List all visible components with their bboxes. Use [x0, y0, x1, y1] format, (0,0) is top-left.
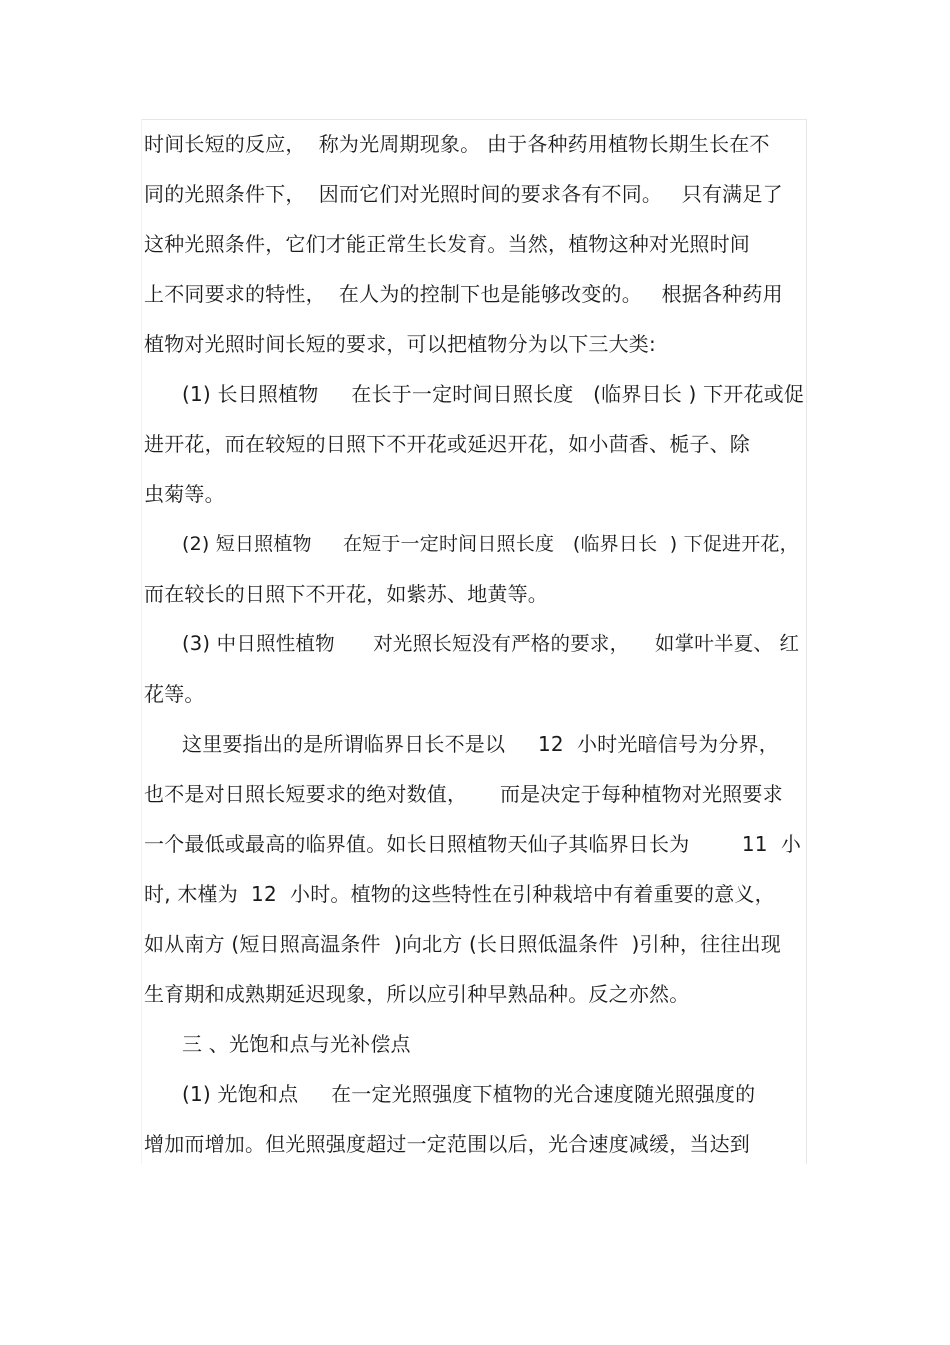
text-line: 虫菊等。	[144, 482, 225, 506]
text-line: 而在较长的日照下不开花，如紫苏、地黄等。	[144, 582, 548, 606]
page-frame-left-border	[141, 119, 142, 1164]
text-line: 生育期和成熟期延迟现象，所以应引种早熟品种。反之亦然。	[144, 982, 690, 1006]
text-line-paragraph-start: (1) 光饱和点 在一定光照强度下植物的光合速度随光照强度的	[182, 1082, 756, 1106]
text-line-paragraph-start: (1) 长日照植物 在长于一定时间日照长度 (临界日长 ) 下开花或促	[182, 382, 805, 406]
text-line: 上不同要求的特性， 在人为的控制下也是能够改变的。 根据各种药用	[144, 282, 783, 306]
text-line: 也不是对日照长短要求的绝对数值， 而是决定于每种植物对光照要求	[144, 782, 783, 806]
page-frame-right-border	[806, 119, 807, 1164]
text-line-paragraph-start: 这里要指出的是所谓临界日长不是以 12 小时光暗信号为分界，	[182, 732, 779, 756]
text-line: 同的光照条件下， 因而它们对光照时间的要求各有不同。 只有满足了	[144, 182, 783, 206]
text-line: 一个最低或最高的临界值。如长日照植物天仙子其临界日长为 11 小	[144, 832, 802, 856]
section-heading: 三 、光饱和点与光补偿点	[182, 1032, 411, 1056]
text-line: 这种光照条件，它们才能正常生长发育。当然，植物这种对光照时间	[144, 232, 750, 256]
text-line: 进开花，而在较短的日照下不开花或延迟开花，如小茴香、栀子、除	[144, 432, 750, 456]
text-line-paragraph-start: (3) 中日照性植物 对光照长短没有严格的要求， 如掌叶半夏、 红	[182, 632, 800, 655]
text-line-paragraph-start: (2) 短日照植物 在短于一定时间日照长度 (临界日长 ) 下促进开花，	[182, 533, 799, 555]
text-line: 时间长短的反应， 称为光周期现象。 由于各种药用植物长期生长在不	[144, 132, 770, 156]
text-line: 增加而增加。但光照强度超过一定范围以后，光合速度减缓，当达到	[144, 1132, 750, 1156]
text-line: 如从南方 (短日照高温条件 )向北方 (长日照低温条件 )引种，往往出现	[144, 932, 781, 956]
text-line: 植物对光照时间长短的要求，可以把植物分为以下三大类:	[144, 332, 656, 356]
text-line: 时, 木槿为 12 小时。植物的这些特性在引种栽培中有着重要的意义，	[144, 882, 775, 906]
text-line: 花等。	[144, 682, 205, 706]
page-frame-top-border	[141, 119, 807, 120]
